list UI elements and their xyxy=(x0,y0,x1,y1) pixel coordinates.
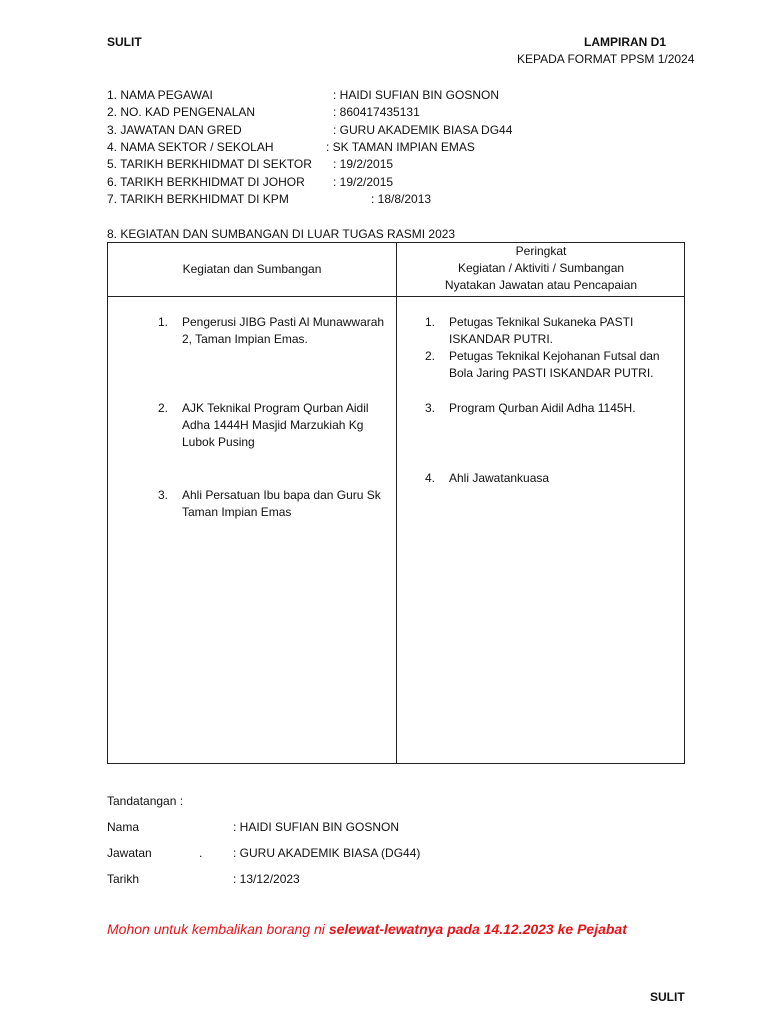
return-notice-text: Mohon untuk kembalikan borang ni xyxy=(107,921,329,937)
list-item-number: 3. xyxy=(425,401,436,415)
table-header-divider xyxy=(107,296,685,297)
date-label: Tarikh xyxy=(107,872,140,886)
position-value: : GURU AKADEMIK BIASA (DG44) xyxy=(233,846,421,860)
list-item-text: AJK Teknikal Program Qurban Aidil Adha 1444H Masjid Marzukiah Kg Lubok Pusing xyxy=(182,401,369,449)
info-label-tarikh-kpm: 7. TARIKH BERKHIDMAT DI KPM xyxy=(107,192,289,206)
format-reference: KEPADA FORMAT PPSM 1/2024 xyxy=(517,52,695,66)
info-value-sekolah: : SK TAMAN IMPIAN EMAS xyxy=(326,140,475,154)
classification-label-bottom: SULIT xyxy=(650,990,685,1004)
info-label-tarikh-sektor: 5. TARIKH BERKHIDMAT DI SEKTOR xyxy=(107,157,312,171)
return-notice-deadline: selewat-lewatnya pada 14.12.2023 ke Pejabat xyxy=(328,921,627,937)
list-item-text: Pengerusi JIBG Pasti Al Munawwarah 2, Taman Impian Emas. xyxy=(182,315,385,346)
info-value-tarikh-kpm: : 18/8/2013 xyxy=(371,192,432,206)
signature-label: Tandatangan : xyxy=(107,794,184,808)
name-value: : HAIDI SUFIAN BIN GOSNON xyxy=(233,820,400,834)
list-item-number: 4. xyxy=(425,471,436,485)
return-notice xyxy=(107,921,627,937)
list-item xyxy=(158,487,393,521)
section-title: 8. KEGIATAN DAN SUMBANGAN DI LUAR TUGAS RASMI 2023 xyxy=(107,227,456,241)
list-item xyxy=(425,348,675,382)
list-item xyxy=(425,314,670,348)
info-label-nama: 1. NAMA PEGAWAI xyxy=(107,88,213,102)
list-item-number: 1. xyxy=(158,315,169,329)
info-value-tarikh-sektor: : 19/2/2015 xyxy=(333,157,394,171)
info-label-jawatan: 3. JAWATAN DAN GRED xyxy=(107,123,242,137)
table-header-right-line2: Kegiatan / Aktiviti / Sumbangan xyxy=(457,261,625,275)
info-label-tarikh-johor: 6. TARIKH BERKHIDMAT DI JOHOR xyxy=(107,175,305,189)
list-item xyxy=(425,400,675,417)
appendix-label: LAMPIRAN D1 xyxy=(584,35,667,49)
list-item-text: Program Qurban Aidil Adha 1145H. xyxy=(449,401,636,415)
list-item xyxy=(158,400,383,451)
list-item-text: Ahli Jawatankuasa xyxy=(449,471,550,485)
name-label: Nama xyxy=(107,820,140,834)
info-value-jawatan: : GURU AKADEMIK BIASA DG44 xyxy=(333,123,513,137)
position-dot: . xyxy=(199,846,203,860)
info-label-ic: 2. NO. KAD PENGENALAN xyxy=(107,105,256,119)
list-item-number: 1. xyxy=(425,315,436,329)
table-header-left: Kegiatan dan Sumbangan xyxy=(182,262,322,276)
table-header-right-line1: Peringkat xyxy=(515,244,567,258)
list-item-number: 3. xyxy=(158,488,169,502)
table-header-right xyxy=(397,243,685,294)
list-item-number: 2. xyxy=(158,401,169,415)
list-item xyxy=(158,314,393,348)
classification-label-top: SULIT xyxy=(107,35,142,49)
list-item-text: Petugas Teknikal Kejohanan Futsal dan Bola Jaring PASTI ISKANDAR PUTRI. xyxy=(449,349,660,380)
table-column-divider xyxy=(396,242,397,764)
list-item-text: Petugas Teknikal Sukaneka PASTI ISKANDAR PUTRI. xyxy=(449,315,634,346)
info-value-tarikh-johor: : 19/2/2015 xyxy=(333,175,394,189)
info-value-ic: : 860417435131 xyxy=(333,105,420,119)
list-item xyxy=(425,470,675,487)
list-item-text: Ahli Persatuan Ibu bapa dan Guru Sk Taman Impian Emas xyxy=(182,488,381,519)
position-label: Jawatan xyxy=(107,846,152,860)
table-header-right-line3: Nyatakan Jawatan atau Pencapaian xyxy=(444,278,638,292)
list-item-number: 2. xyxy=(425,349,436,363)
info-value-nama: : HAIDI SUFIAN BIN GOSNON xyxy=(333,88,500,102)
date-value: : 13/12/2023 xyxy=(233,872,300,886)
info-label-sekolah: 4. NAMA SEKTOR / SEKOLAH xyxy=(107,140,274,154)
